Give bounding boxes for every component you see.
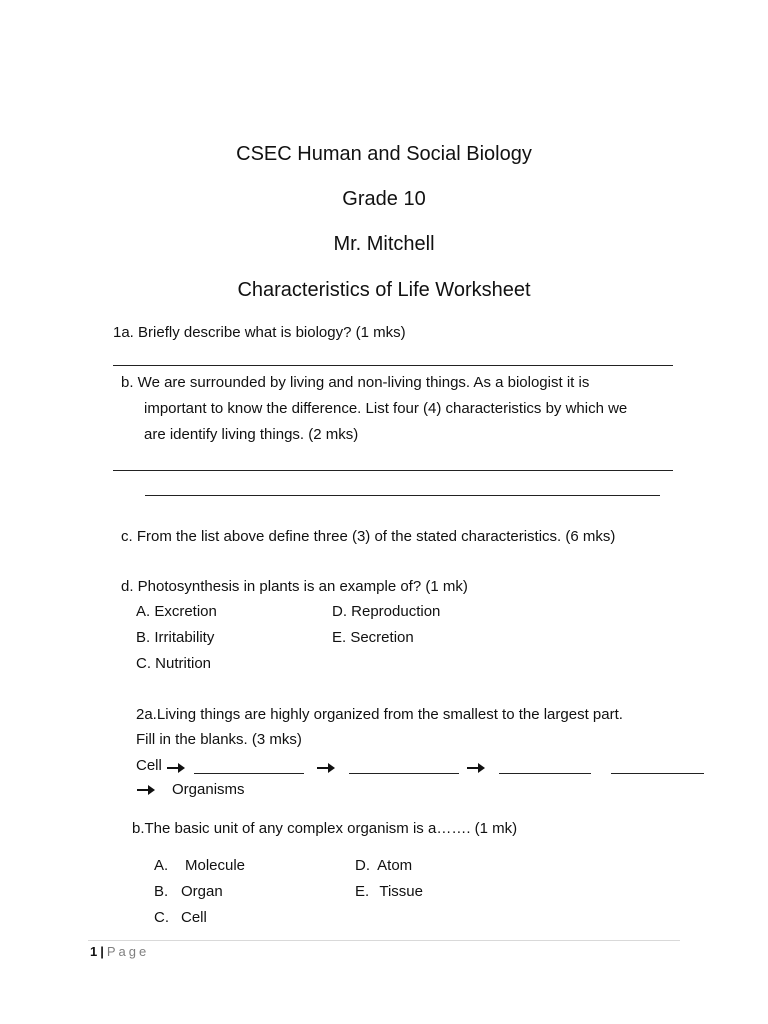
option-2b-a[interactable] (154, 857, 246, 874)
footer-separator: | (100, 944, 104, 959)
chain-start-cell: Cell (136, 757, 162, 774)
option-1d-a[interactable]: A. Excretion (136, 603, 217, 620)
answer-line-1b-2[interactable] (145, 495, 660, 496)
question-1b-line2: important to know the difference. List four (4) characteristics by which we (144, 400, 628, 417)
question-1c: c. From the list above define three (3) of the stated characteristics. (6 mks) (121, 528, 616, 545)
page-number: 1 (90, 944, 98, 959)
blank-3[interactable] (499, 773, 591, 774)
question-1b-line1: b. We are surrounded by living and non-living things. As a biologist it is (121, 374, 590, 391)
option-letter: C. (154, 909, 169, 926)
question-1b-line3: are identify living things. (2 mks) (144, 426, 359, 443)
option-letter: B. (154, 883, 169, 900)
arrow-right-icon (317, 763, 335, 773)
arrow-right-icon (167, 763, 185, 773)
option-1d-c[interactable]: C. Nutrition (136, 655, 212, 672)
option-2b-c[interactable] (154, 909, 207, 926)
option-1d-b[interactable]: B. Irritability (136, 629, 215, 646)
option-1d-d[interactable]: D. Reproduction (332, 603, 441, 620)
question-1a: 1a. Briefly describe what is biology? (1 mks) (113, 324, 406, 341)
worksheet-title: Characteristics of Life Worksheet (237, 279, 531, 301)
blank-2[interactable] (349, 773, 459, 774)
option-letter: D. (355, 857, 370, 874)
question-2b: b.The basic unit of any complex organism is a……. (1 mk) (132, 820, 518, 837)
course-title: CSEC Human and Social Biology (236, 143, 532, 165)
chain-end-organisms: Organisms (172, 781, 245, 798)
footer-rule (88, 940, 680, 941)
question-1d: d. Photosynthesis in plants is an example of? (1 mk) (121, 578, 468, 595)
blank-4[interactable] (611, 773, 704, 774)
option-2b-b[interactable] (154, 883, 223, 900)
answer-line-1b-1[interactable] (113, 470, 673, 471)
option-letter: E. (355, 883, 370, 900)
blank-1[interactable] (194, 773, 304, 774)
question-2a-line1: 2a.Living things are highly organized from the smallest to the largest part. (136, 706, 623, 723)
grade-label: Grade 10 (342, 188, 426, 210)
question-2a-line2: Fill in the blanks. (3 mks) (136, 731, 302, 748)
arrow-right-icon (137, 785, 155, 795)
option-1d-e[interactable]: E. Secretion (332, 629, 414, 646)
page-footer (90, 944, 149, 959)
answer-line-1a[interactable] (113, 365, 673, 366)
arrow-right-icon (467, 763, 485, 773)
option-2b-e[interactable] (355, 883, 423, 900)
option-2b-d[interactable] (355, 857, 412, 874)
option-text: Atom (377, 857, 413, 874)
option-text: Cell (181, 909, 207, 926)
teacher-name: Mr. Mitchell (333, 233, 435, 255)
option-text: Tissue (379, 883, 423, 900)
option-letter: A. (154, 857, 169, 874)
page-label: Page (106, 944, 150, 959)
option-text: Molecule (185, 857, 246, 874)
option-text: Organ (181, 883, 223, 900)
